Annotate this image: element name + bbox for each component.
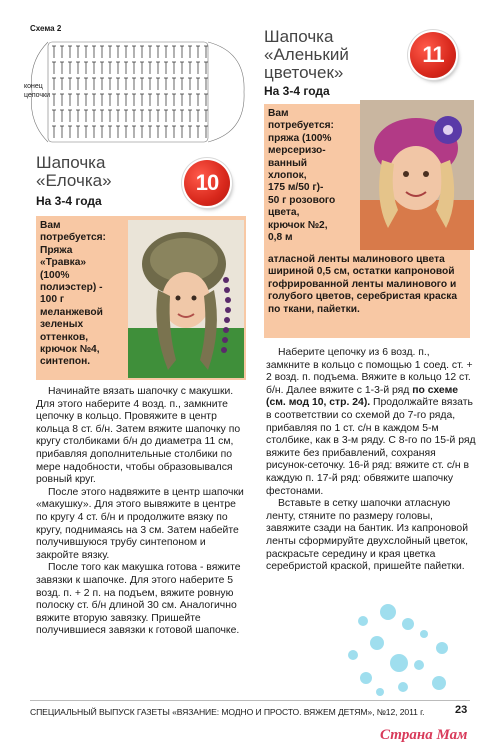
decorative-dot [380,604,396,620]
decorative-dot [414,660,424,670]
hat11-material-line: ванный [268,157,308,169]
hat11-instructions [266,347,476,574]
watermark-logo: Страна Мам [380,727,468,743]
hat11-age: На 3-4 года [264,84,330,98]
hat10-material-line: Вам [40,220,61,231]
decorative-dot [432,676,446,690]
chain-end-label [24,82,50,100]
hat10-material-line: (100% [40,269,70,281]
hat11-p1-text-2: Продолжайте вязать в соответствии со схемой до 7-го ряда, прибавляя по 1 ст. с/н в каждом 5-м столбике, как в 3-м ряду. С 8-го по 15-й ряд вяжите без прибавлений, сохраняя рисунок-сеточку. 16-й ряд: вяжите ст. с/н в каждую п. 17-й ряд: обвяжите шапочку фестонами. [266,397,476,497]
hat10-material-line: Пряжа [40,244,73,256]
page-number: 23 [455,704,468,716]
hat10-photo [128,220,244,378]
hat11-material-line: 175 м/50 г)- [268,182,324,194]
hat11-title-line1: Шапочка [264,27,334,46]
hat10-instructions [36,386,248,638]
hat10-badge: 10 [184,160,230,206]
hat11-material-line: 50 г розового [268,194,336,206]
hat11-badge: 11 [410,32,456,78]
hat10-material-line: синтепон. [40,356,91,368]
decorative-dots [340,590,460,700]
hat11-material-line: хлопок, [268,170,307,182]
hat11-p1-bold: по схеме (см. мод 10, стр. 24). [266,384,459,409]
hat11-materials-top [268,108,358,244]
crochet-scheme-diagram [18,32,246,154]
hat10-material-line: 100 г [40,294,65,306]
hat10-paragraph-3: После того как макушка готова - вяжите завязки к шапочке. Для этого наберите 5 возд. п. + 2 п. на подъем, вяжите ровную полоску ст. б/н длиной 30 см. Аналогично вяжите вторую завязку. Пришейте получившиеся завязки к готовой шапочке. [36,562,241,637]
hat11-material-line: крючок №2, [268,219,328,231]
chain-label-line2: цепочки [24,92,50,99]
decorative-dot [376,688,384,696]
scheme-label: Схема 2 [30,24,62,33]
hat11-material-line: Вам [268,108,289,119]
decorative-dot [348,650,358,660]
decorative-dot [390,654,408,672]
hat10-title [36,154,112,190]
footer-text: СПЕЦИАЛЬНЫЙ ВЫПУСК ГАЗЕТЫ «ВЯЗАНИЕ: МОДНО И ПРОСТО. ВЯЖЕМ ДЕТЯМ», №12, 2011 г. [30,707,425,717]
decorative-dot [360,672,372,684]
hat11-material-line: потребуется: [268,120,334,132]
hat11-photo [360,100,474,250]
hat10-materials [40,220,132,369]
hat10-title-line2: «Елочка» [36,171,112,190]
hat11-materials-bottom: атласной ленты малинового цвета шириной 0,5 см, остатки капроновой гофрированной ленты малинового и голубого цветов, серебристая краска по ткани, пайетки. [268,254,458,315]
decorative-dot [398,682,408,692]
decorative-dot [436,642,448,654]
hat10-title-line1: Шапочка [36,153,106,172]
hat10-material-line: оттенков, [40,331,89,343]
hat11-material-line: мерсеризо- [268,145,326,157]
hat11-title-line3: цветочек» [264,63,344,82]
hat11-title-line2: «Аленький [264,45,349,64]
hat11-paragraph-1 [266,347,476,498]
hat10-material-line: полиэстер) - [40,282,103,294]
hat10-material-line: потребуется: [40,232,106,244]
decorative-dot [420,630,428,638]
hat11-title [264,28,349,82]
hat11-p1-text: Наберите цепочку из 6 возд. п., замкните в кольцо с помощью 1 соед. ст. + 2 возд. п. подъема. Вяжите в кольцо 12 ст. б/н. Далее вяжите с 1-3-й ряд [266,347,473,396]
hat11-material-line: 0,8 м [268,232,293,244]
hat10-material-line: «Травка» [40,257,87,269]
hat10-material-line: меланжевой [40,306,103,318]
decorative-dot [370,636,384,650]
decorative-dot [402,618,414,630]
hat10-material-line: крючок №4, [40,344,100,356]
hat10-paragraph-2: После этого надвяжите в центр шапочки «макушку». Для этого вывяжите в центре по кругу 4 ст. б/н и продолжите вязку по кругу, поднимаясь на 3 см. Затем набейте получившуюся трубу синтепоном и закройте вязку. [36,486,244,561]
hat11-material-line: цвета, [268,207,300,219]
hat10-material-line: зеленых [40,319,84,331]
hat10-paragraph-1: Начинайте вязать шапочку с макушки. Для этого наберите 4 возд. п., замкните цепочку в кольцо. Провяжите в центр кольца 8 ст. б/н. Затем вяжите шапочку по кругу столбиками б/н до диаметра 11 см, прибавляя дополнительные столбики по мере надобности, чтобы образовывался ровный круг. [36,386,241,486]
chain-label-line1: конец [24,83,43,90]
hat11-paragraph-2: Вставьте в сетку шапочки атласную ленту, стяните по размеру головы, завяжите сзади на бантик. Из капроновой ленты сформируйте двухслойный цветок, раскрасьте середину и края цветка серебристой краской, пришейте пайетки. [266,498,469,573]
decorative-dot [358,616,368,626]
hat11-material-line: пряжа (100% [268,132,332,144]
hat10-age: На 3-4 года [36,194,102,208]
footer-divider [30,700,470,701]
